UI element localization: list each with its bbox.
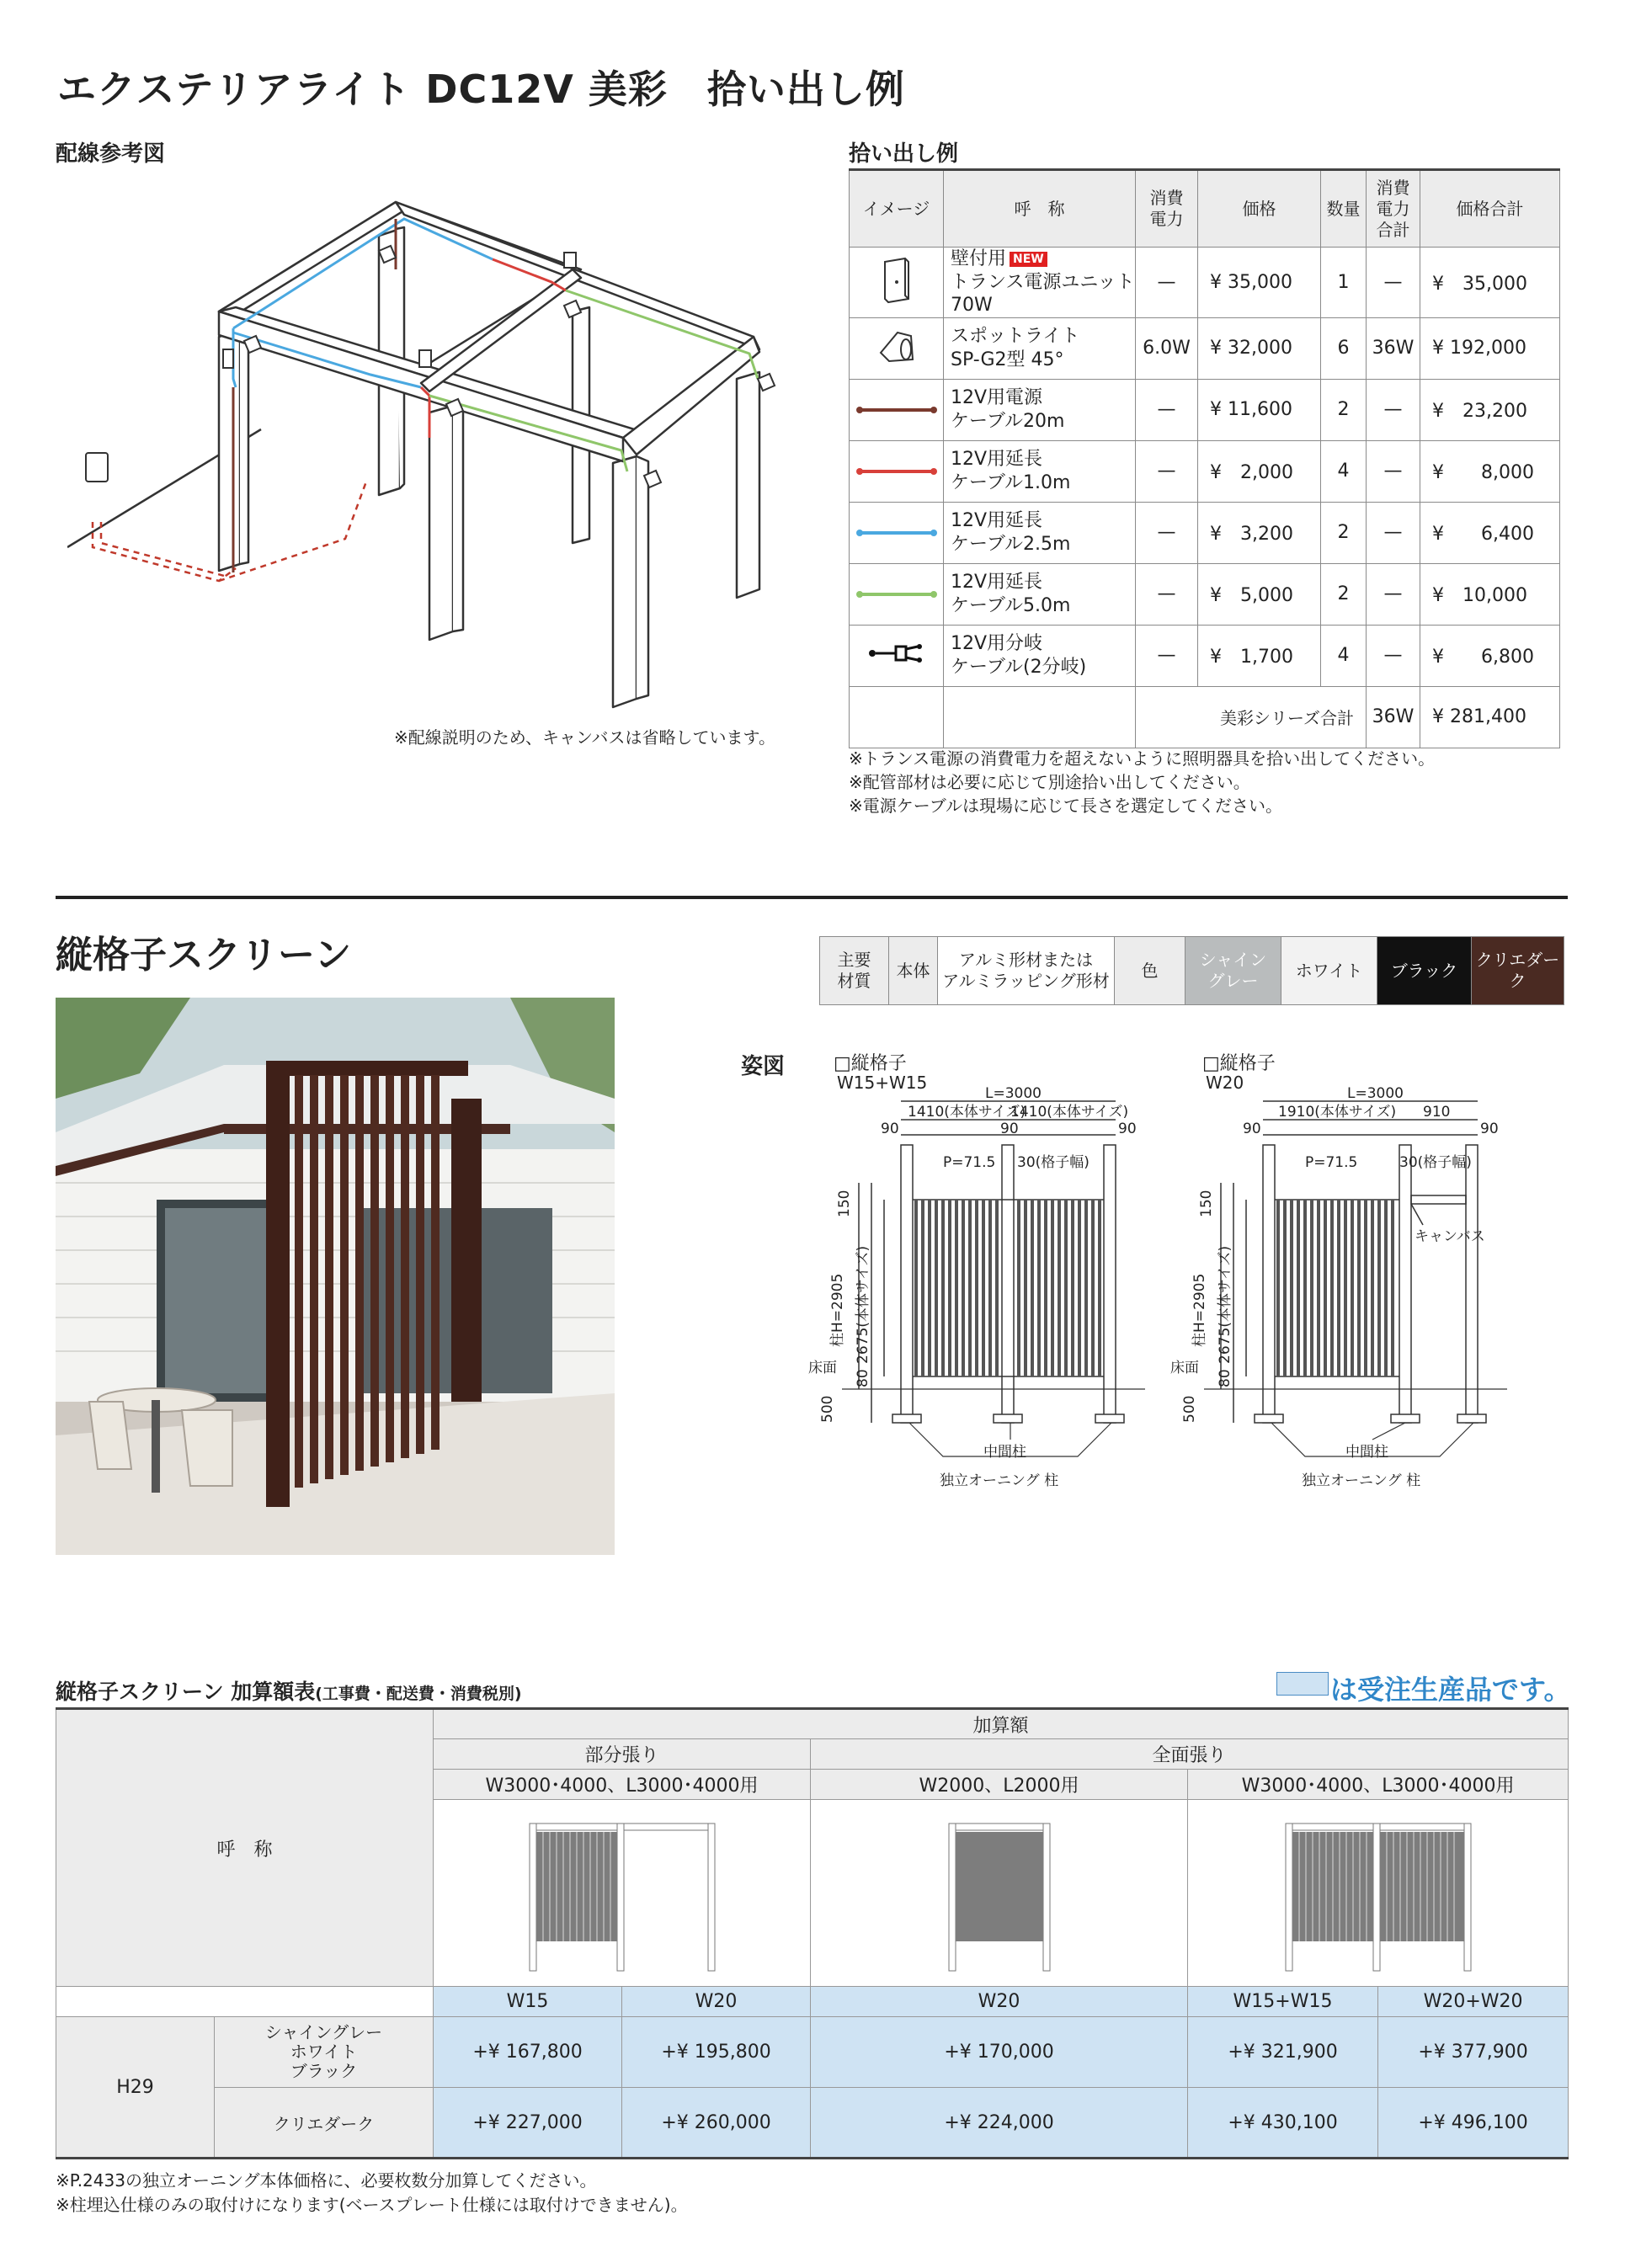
diagram-full xyxy=(1188,1800,1569,1987)
price: ¥ 11,600 xyxy=(1198,379,1321,440)
fig2-d90a: 90 xyxy=(1243,1121,1261,1137)
fig1-d90a: 90 xyxy=(881,1121,899,1137)
part-name-2: トランス電源ユニット70W xyxy=(951,271,1135,316)
fig2-h150: 150 xyxy=(1198,1190,1215,1217)
price-cell: +¥ 195,800 xyxy=(622,2017,811,2088)
table-row xyxy=(850,317,1560,379)
splitter-icon xyxy=(867,642,926,665)
add-note-1: ※P.2433の独立オーニング本体価格に、必要枚数分加算してください。 xyxy=(56,2170,597,2191)
parts-note-1: ※トランス電源の消費電力を超えないように照明器具を拾い出してください。 xyxy=(849,748,1436,769)
page-title: エクステリアライト DC12V 美彩 拾い出し例 xyxy=(57,67,905,112)
table-row xyxy=(850,379,1560,440)
fig2-sub: W20 xyxy=(1206,1073,1244,1093)
qty: 6 xyxy=(1321,317,1367,379)
power-total: — xyxy=(1367,248,1420,318)
fig2-floor: 床面 xyxy=(1170,1360,1199,1376)
full-header: 全面張り xyxy=(811,1739,1569,1770)
part-name-1: スポットライト xyxy=(951,326,1080,347)
add-note-2: ※柱埋込仕様のみの取付けになります(ベースプレート仕様には取付けできません)。 xyxy=(56,2195,688,2215)
new-badge: NEW xyxy=(1010,252,1047,267)
fig1-drawing xyxy=(808,1086,1162,1490)
total: ¥ 6,400 xyxy=(1420,502,1560,563)
picking-heading: 拾い出し例 xyxy=(849,141,959,167)
part-name-2: ケーブル5.0m xyxy=(951,594,1071,616)
wiring-diagram xyxy=(67,185,808,732)
row-label-standard: シャイングレー ホワイト ブラック xyxy=(215,2017,434,2088)
material-body: 本体 xyxy=(889,937,938,1005)
fig1-awning: 独立オーニング 柱 xyxy=(940,1472,1059,1489)
fig2-canvas: キャンバス xyxy=(1415,1228,1485,1245)
header-name: 呼 称 xyxy=(944,170,1136,248)
fig2-title: □縦格子 xyxy=(1202,1053,1276,1074)
parts-table xyxy=(849,168,1560,748)
fig1-length: L=3000 xyxy=(985,1086,1042,1102)
price: ¥ 2,000 xyxy=(1198,440,1321,502)
header-total: 価格合計 xyxy=(1420,170,1560,248)
fig2-hpost: 柱H=2905 xyxy=(1191,1273,1208,1347)
fig2-hbody: 2675(本体サイズ) xyxy=(1217,1245,1233,1364)
fig2-d90b: 90 xyxy=(1480,1121,1499,1137)
color-label: 色 xyxy=(1115,937,1185,1005)
power: — xyxy=(1136,248,1198,318)
col-w15w15: W15+W15 xyxy=(1188,1987,1378,2017)
power-total: — xyxy=(1367,625,1420,686)
fig1-pitch: P=71.5 xyxy=(943,1154,996,1171)
summary-power: 36W xyxy=(1367,686,1420,748)
price-cell: +¥ 224,000 xyxy=(811,2088,1188,2159)
color-crea-dark: クリエダーク xyxy=(1472,937,1564,1005)
add-amount-table xyxy=(56,1707,1569,2159)
add-table-title-note: (工事費・配送費・消費税別) xyxy=(315,1685,522,1703)
part-name-2: ケーブル20m xyxy=(951,410,1065,432)
diagram-w20 xyxy=(811,1800,1188,1987)
product-photo xyxy=(56,998,615,1555)
power-total: — xyxy=(1367,440,1420,502)
fig1-mid: 中間柱 xyxy=(983,1444,1026,1461)
name-header: 呼 称 xyxy=(56,1709,434,1987)
cable-red-icon xyxy=(855,466,939,476)
fig2-length: L=3000 xyxy=(1347,1086,1404,1102)
col-w20: W20 xyxy=(811,1987,1188,2017)
summary-row xyxy=(850,686,1560,748)
fig1-sub: W15+W15 xyxy=(837,1073,928,1093)
part-name-2: ケーブル1.0m xyxy=(951,471,1071,493)
fig1-slat: 30(格子幅) xyxy=(1017,1154,1090,1171)
material-type: アルミ形材または アルミラッピング形材 xyxy=(938,937,1115,1005)
price-cell: +¥ 260,000 xyxy=(622,2088,811,2159)
color-black: ブラック xyxy=(1377,937,1472,1005)
color-white: ホワイト xyxy=(1281,937,1377,1005)
row-group-h29: H29 xyxy=(56,2017,215,2159)
cable-brown-icon xyxy=(855,405,939,415)
material-table xyxy=(819,936,1564,1005)
price-cell: +¥ 170,000 xyxy=(811,2017,1188,2088)
legend-text: は受注生産品です。 xyxy=(1330,1674,1571,1706)
color-shine-grey: シャイン グレー xyxy=(1185,937,1281,1005)
fig1-hpost: 柱H=2905 xyxy=(829,1273,846,1347)
summary-total: ¥ 281,400 xyxy=(1420,686,1560,748)
parts-header-row xyxy=(850,170,1560,248)
qty: 2 xyxy=(1321,563,1367,625)
part-name-1: 12V用分岐 xyxy=(951,633,1043,654)
header-price: 価格 xyxy=(1198,170,1321,248)
header-power: 消費 電力 xyxy=(1136,170,1198,248)
power: — xyxy=(1136,625,1198,686)
fig1-hbody: 2675(本体サイズ) xyxy=(855,1245,871,1364)
part-name-2: SP-G2型 45° xyxy=(951,349,1064,370)
total: ¥ 23,200 xyxy=(1420,379,1560,440)
fig1-d90b: 90 xyxy=(1000,1121,1019,1137)
header-image: イメージ xyxy=(850,170,944,248)
wiring-heading: 配線参考図 xyxy=(56,141,166,167)
diagram-partial xyxy=(434,1800,811,1987)
fig2-size-right: 910 xyxy=(1423,1104,1451,1121)
total: ¥ 192,000 xyxy=(1420,317,1560,379)
wiring-note: ※配線説明のため、キャンバスは省略しています。 xyxy=(394,727,775,748)
price-cell: +¥ 377,900 xyxy=(1378,2017,1569,2088)
table-row xyxy=(850,625,1560,686)
amount-header: 加算額 xyxy=(434,1709,1569,1739)
total: ¥ 8,000 xyxy=(1420,440,1560,502)
total: ¥ 10,000 xyxy=(1420,563,1560,625)
table-row xyxy=(850,502,1560,563)
header-qty: 数量 xyxy=(1321,170,1367,248)
spotlight-icon xyxy=(877,327,916,365)
qty: 2 xyxy=(1321,502,1367,563)
summary-label: 美彩シリーズ合計 xyxy=(1136,686,1367,748)
fig2-slat: 30(格子幅) xyxy=(1399,1154,1472,1171)
screen-full-diagram xyxy=(1269,1807,1488,1975)
qty: 4 xyxy=(1321,625,1367,686)
fig2-pitch: P=71.5 xyxy=(1305,1154,1358,1171)
part-name-1: 12V用延長 xyxy=(951,449,1043,470)
material-label: 主要 材質 xyxy=(820,937,889,1005)
screen-partial-diagram xyxy=(513,1807,732,1975)
qty: 1 xyxy=(1321,248,1367,318)
table-row xyxy=(850,248,1560,318)
price-cell: +¥ 430,100 xyxy=(1188,2088,1378,2159)
section-divider xyxy=(56,896,1568,899)
add-table-title: 縦格子スクリーン 加算額表 xyxy=(56,1680,316,1704)
price-cell: +¥ 227,000 xyxy=(434,2088,622,2159)
fig2-mid: 中間柱 xyxy=(1345,1444,1388,1461)
fig1-d90c: 90 xyxy=(1118,1121,1137,1137)
price: ¥ 32,000 xyxy=(1198,317,1321,379)
price: ¥ 3,200 xyxy=(1198,502,1321,563)
price: ¥ 35,000 xyxy=(1198,248,1321,318)
power-total: — xyxy=(1367,563,1420,625)
part-name-2: ケーブル2.5m xyxy=(951,533,1071,555)
size1-header: W3000･4000、L3000･4000用 xyxy=(434,1770,811,1800)
power: — xyxy=(1136,563,1198,625)
cable-blue-icon xyxy=(855,528,939,538)
fig2-awning: 独立オーニング 柱 xyxy=(1302,1472,1421,1489)
power: 6.0W xyxy=(1136,317,1198,379)
parts-note-2: ※配管部材は必要に応じて別途拾い出してください。 xyxy=(849,772,1250,792)
power-total: — xyxy=(1367,379,1420,440)
price-cell: +¥ 321,900 xyxy=(1188,2017,1378,2088)
power-total: — xyxy=(1367,502,1420,563)
part-name-1: 壁付用 xyxy=(951,248,1007,269)
screen-title: 縦格子スクリーン xyxy=(56,934,352,977)
screen-w20-diagram xyxy=(915,1807,1084,1975)
part-name-1: 12V用電源 xyxy=(951,387,1043,408)
legend-swatch xyxy=(1276,1672,1329,1696)
part-name-1: 12V用延長 xyxy=(951,572,1043,593)
total: ¥ 6,800 xyxy=(1420,625,1560,686)
size3-header: W3000･4000、L3000･4000用 xyxy=(1188,1770,1569,1800)
fig2-drawing xyxy=(1170,1086,1524,1490)
power: — xyxy=(1136,440,1198,502)
price-cell: +¥ 167,800 xyxy=(434,2017,622,2088)
partial-header: 部分張り xyxy=(434,1739,811,1770)
col-w20w20: W20+W20 xyxy=(1378,1987,1569,2017)
part-name-1: 12V用延長 xyxy=(951,510,1043,531)
price: ¥ 5,000 xyxy=(1198,563,1321,625)
row-label-crea-dark: クリエダーク xyxy=(215,2088,434,2159)
part-name-2: ケーブル(2分岐) xyxy=(951,656,1087,678)
power: — xyxy=(1136,379,1198,440)
fig2-h80: 80 xyxy=(1217,1369,1233,1387)
table-row xyxy=(850,563,1560,625)
fig1-h150: 150 xyxy=(836,1190,853,1217)
power: — xyxy=(1136,502,1198,563)
col-w15: W15 xyxy=(434,1987,622,2017)
power-total: 36W xyxy=(1367,317,1420,379)
size2-header: W2000、L2000用 xyxy=(811,1770,1188,1800)
cable-green-icon xyxy=(855,589,939,599)
fig1-title: □縦格子 xyxy=(834,1053,907,1074)
fig1-h500: 500 xyxy=(819,1395,836,1423)
fig1-size-left: 1410(本体サイズ) xyxy=(908,1104,1026,1121)
fig1-h80: 80 xyxy=(855,1369,871,1387)
fig2-h500: 500 xyxy=(1181,1395,1198,1423)
fig1-size-right: 1410(本体サイズ) xyxy=(1010,1104,1129,1121)
qty: 2 xyxy=(1321,379,1367,440)
header-power-total: 消費 電力 合計 xyxy=(1367,170,1420,248)
parts-note-3: ※電源ケーブルは現場に応じて長さを選定してください。 xyxy=(849,796,1282,816)
price-cell: +¥ 496,100 xyxy=(1378,2088,1569,2159)
total: ¥ 35,000 xyxy=(1420,248,1560,318)
fig2-size-left: 1910(本体サイズ) xyxy=(1278,1104,1397,1121)
price: ¥ 1,700 xyxy=(1198,625,1321,686)
qty: 4 xyxy=(1321,440,1367,502)
col-w20-partial: W20 xyxy=(622,1987,811,2017)
transformer-icon xyxy=(880,255,914,304)
figure-heading: 姿図 xyxy=(741,1054,786,1079)
add-table-title-wrap xyxy=(56,1675,522,1706)
table-row xyxy=(850,440,1560,502)
fig1-floor: 床面 xyxy=(808,1360,837,1376)
